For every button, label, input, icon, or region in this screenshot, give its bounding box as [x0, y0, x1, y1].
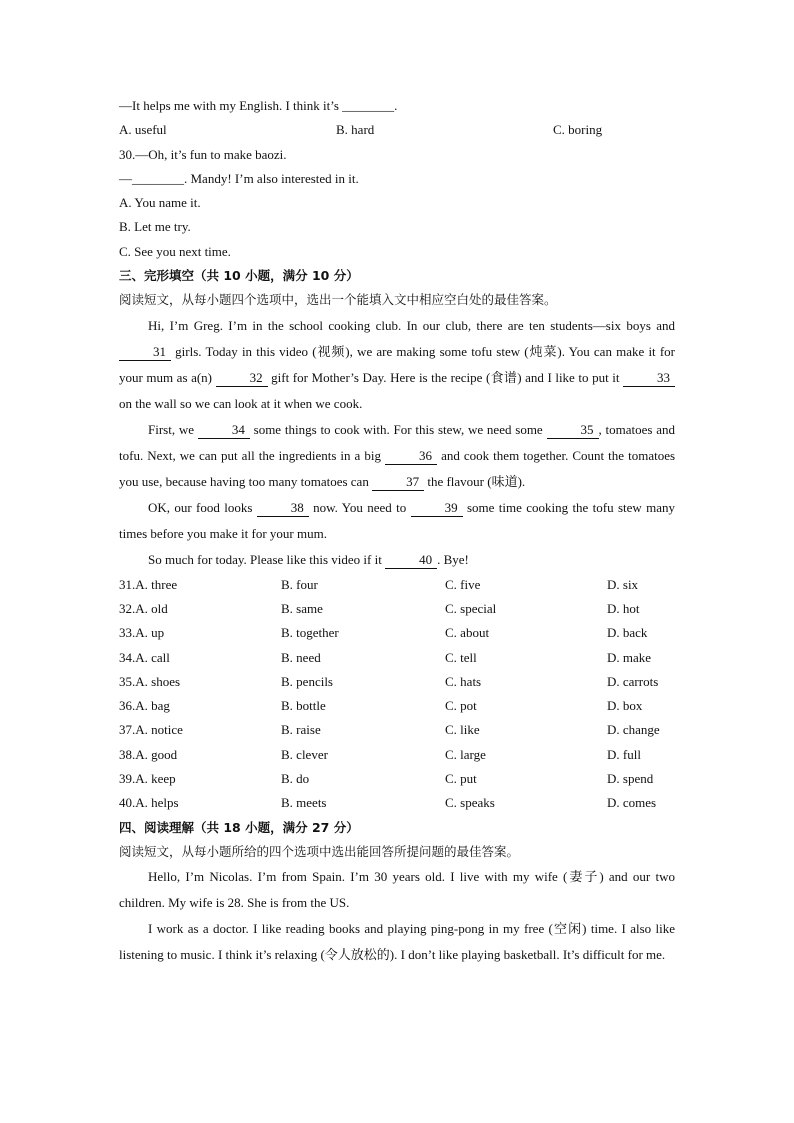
options-row-31 [119, 573, 675, 597]
option-b: B. same [281, 600, 323, 616]
cloze-text: Hi, I’m Greg. I’m in the school cooking club. In our club, there are ten students—six boys and [148, 317, 675, 333]
option-b: B. need [281, 649, 321, 665]
option-c: C. speaks [445, 795, 495, 811]
options-row-34 [119, 646, 675, 670]
q29-answer-line: —It helps me with my English. I think it’s ________. [119, 98, 398, 113]
q29-option-b: B. hard [336, 122, 375, 138]
cloze-paragraph-1 [119, 313, 675, 417]
options-row-33 [119, 621, 675, 645]
option-d: D. back [607, 625, 648, 641]
option-c: C. large [445, 746, 486, 762]
blank-36: 36 [385, 448, 437, 465]
cloze-text: on the wall so we can look at it when we cook. [119, 395, 363, 411]
exam-page [119, 94, 675, 968]
cloze-text: now. You need to [313, 499, 407, 515]
option-c: C. special [445, 600, 497, 616]
section4-instruction: 阅读短文，从每小题所给的四个选项中选出能回答所提问题的最佳答案。 [119, 843, 520, 859]
section3-instruction: 阅读短文，从每小题四个选项中，选出一个能填入文中相应空白处的最佳答案。 [119, 292, 557, 308]
blank-34: 34 [198, 422, 250, 439]
blank-38: 38 [257, 500, 309, 517]
option-b: B. meets [281, 795, 327, 811]
option-c: C. five [445, 576, 481, 592]
options-row-39 [119, 767, 675, 791]
option-b: B. together [281, 625, 339, 641]
options-row-37 [119, 718, 675, 742]
option-c: C. put [445, 771, 477, 787]
option-d: D. comes [607, 795, 657, 811]
q30-answer-line: —________. Mandy! I’m also interested in it. [119, 170, 359, 186]
cloze-paragraph-2 [119, 417, 675, 495]
option-a: 32.A. old [119, 600, 168, 616]
cloze-text: the flavour (味道). [427, 473, 526, 489]
option-b: B. do [281, 771, 310, 787]
option-b: B. raise [281, 722, 321, 738]
blank-39: 39 [411, 500, 463, 517]
options-row-38 [119, 743, 675, 767]
cloze-text: girls. Today in this video (视频), we are making some tofu stew (炖菜). You can make it for your mum as a(n) [119, 343, 675, 385]
options-row-32 [119, 597, 675, 621]
option-c: C. like [445, 722, 480, 738]
q30-option-c: C. See you next time. [119, 243, 231, 259]
blank-35: 35 [547, 422, 599, 439]
cloze-text: So much for today. Please like this video if it [148, 551, 382, 567]
q29-options [119, 118, 675, 142]
option-d: D. six [607, 576, 639, 592]
q29-option-a: A. useful [119, 122, 167, 138]
option-a: 33.A. up [119, 625, 165, 641]
reading-passage [119, 864, 675, 968]
option-d: D. spend [607, 771, 654, 787]
blank-37: 37 [372, 474, 424, 491]
cloze-text: gift for Mother’s Day. Here is the recipe (食谱) and I like to put it [271, 369, 620, 385]
option-a: 39.A. keep [119, 771, 176, 787]
q30-option-b: B. Let me try. [119, 219, 191, 235]
blank-31: 31 [119, 344, 171, 361]
blank-40: 40 [385, 552, 437, 569]
options-row-36 [119, 694, 675, 718]
cloze-text: , tomatoes and tofu. Next, we can put all the ingredients in a big [119, 421, 676, 463]
cloze-text: some things to cook with. For this stew, we need some [253, 421, 543, 437]
option-a: 31.A. three [119, 576, 178, 592]
options-row-35 [119, 670, 675, 694]
option-c: C. hats [445, 673, 482, 689]
blank-33: 33 [623, 370, 675, 387]
option-d: D. carrots [607, 673, 659, 689]
option-b: B. bottle [281, 698, 326, 714]
option-a: 36.A. bag [119, 698, 170, 714]
reading-paragraph-1: Hello, I’m Nicolas. I’m from Spain. I’m 30 years old. I live with my wife (妻子) and our two children. My wife is 28. She is from the US. [119, 869, 675, 911]
option-d: D. change [607, 722, 660, 738]
option-c: C. pot [445, 698, 477, 714]
section4-heading: 四、阅读理解（共 18 小题，满分 27 分） [119, 819, 359, 835]
option-a: 38.A. good [119, 746, 178, 762]
option-d: D. box [607, 698, 643, 714]
cloze-paragraph-3 [119, 495, 675, 547]
cloze-text: some time cooking the tofu stew many times before you make it for your mum. [119, 499, 676, 541]
option-c: C. tell [445, 649, 477, 665]
cloze-text: First, we [148, 421, 195, 437]
option-b: B. pencils [281, 673, 333, 689]
cloze-options [119, 573, 675, 816]
option-d: D. hot [607, 600, 640, 616]
reading-paragraph-2: I work as a doctor. I like reading books and playing ping-pong in my free (空闲) time. I also like listening to music. I think it’s relaxing (令人放松的). I don’t like playing basketball. It’s difficult for me. [119, 921, 675, 963]
option-c: C. about [445, 625, 490, 641]
option-b: B. four [281, 576, 318, 592]
cloze-text: . Bye! [437, 551, 469, 567]
options-row-40 [119, 791, 675, 815]
q30-option-a: A. You name it. [119, 195, 201, 211]
cloze-text: and cook them together. Count the tomatoes you use, because having too many tomatoes can [119, 447, 676, 489]
option-a: 35.A. shoes [119, 673, 181, 689]
option-a: 37.A. notice [119, 722, 183, 738]
section3-heading: 三、完形填空（共 10 小题，满分 10 分） [119, 268, 359, 284]
q29-option-c: C. boring [553, 122, 603, 138]
q30-question: 30.—Oh, it’s fun to make baozi. [119, 146, 287, 162]
cloze-text: OK, our food looks [148, 499, 253, 515]
option-b: B. clever [281, 746, 328, 762]
option-a: 34.A. call [119, 649, 170, 665]
option-d: D. make [607, 649, 652, 665]
cloze-paragraph-4 [119, 547, 675, 573]
blank-32: 32 [216, 370, 268, 387]
cloze-passage [119, 313, 675, 573]
option-a: 40.A. helps [119, 795, 179, 811]
option-d: D. full [607, 746, 641, 762]
